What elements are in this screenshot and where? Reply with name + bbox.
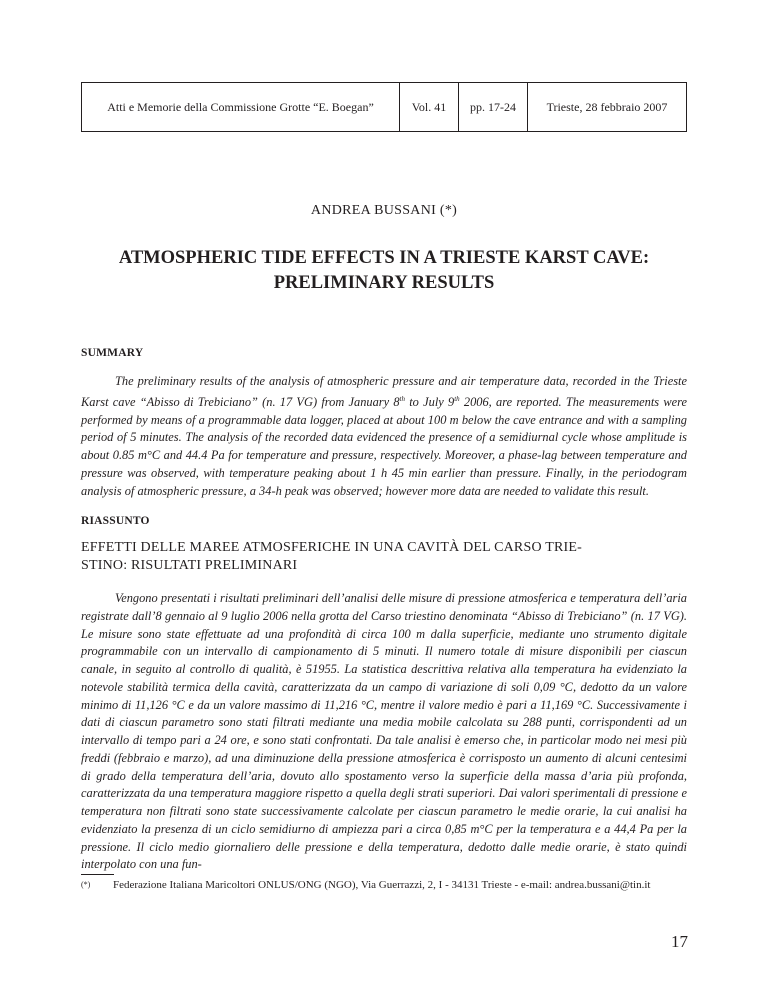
paper-title [0,246,768,296]
paper-title-line-2: PRELIMINARY RESULTS [273,273,495,293]
page-range: pp. 17-24 [459,83,528,132]
page-number: 17 [671,932,688,951]
footnote-affiliation: Federazione Italiana Maricoltori ONLUS/ONG (NGO), Via Guerrazzi, 2, I - 34131 Trieste - e-mail: andrea.bussani@tin.it [113,879,651,891]
author-name: ANDREA BUSSANI (*) [310,203,458,218]
summary-text [81,373,687,500]
footnote-mark: (*) [81,880,91,889]
riassunto-title-line-1: EFFETTI DELLE MAREE ATMOSFERICHE IN UNA CAVITÀ DEL CARSO TRIE- [81,540,582,555]
place-and-date: Trieste, 28 febbraio 2007 [528,83,687,132]
summary-text-part-1: The preliminary results of the analysis of atmospheric pressure and air temperature data, recorded in the Trieste Karst cave “Abisso di Trebiciano” (n. 17 VG) from January 8 [81,374,687,409]
volume-number: Vol. 41 [400,83,459,132]
summary-text-part-2: to July 9 [405,394,455,409]
riassunto-title [81,539,687,575]
footnote-divider [81,874,114,875]
riassunto-heading: RIASSUNTO [81,515,150,527]
summary-superscript-2: th [454,394,460,403]
summary-heading: SUMMARY [81,347,144,359]
paper-title-line-1: ATMOSPHERIC TIDE EFFECTS IN A TRIESTE KARST CAVE: [118,248,650,268]
journal-header-table [81,82,687,132]
journal-name: Atti e Memorie della Commissione Grotte “E. Boegan” [82,83,400,132]
summary-superscript-1: th [399,394,405,403]
riassunto-text: Vengono presentati i risultati preliminari dell’analisi delle misure di pressione atmosferica e temperatura dell’aria registrate dall’8 gennaio al 9 luglio 2006 nella grotta del Carso triestino denominata “Abisso di Trebiciano” (n. 17 VG). Le misure sono state effettuate ad una profondità di circa 100 m dalla superficie, mediante uno strumento digitale programmabile con un intervallo di campionamento di 5 minuti. Il numero totale di misure disponibili per ciascun canale, in seguito al controllo di qualità, è 51955. La statistica descrittiva relativa alla temperatura ha evidenziato la notevole stabilità termica della cavità, caratterizzata da un campo di variazione di soli 0,09 °C, dedotto da un valore minimo di 11,126 °C e da un valore massimo di 11,216 °C, mentre il valore medio è pari a 11,169 °C. Successivamente i dati di ciascun parametro sono stati filtrati mediante una media mobile calcolata su 288 punti, corrispondenti ad un intervallo di tempo pari a 24 ore, e sono stati confrontati. Da tale analisi è emerso che, in particolar modo nei mesi più freddi (febbraio e marzo), ad una diminuzione della pressione atmosferica è corrisposto un aumento di alcuni centesimi di grado della temperatura dell’aria, dovuto allo spostamento verso la superficie della massa d’aria più profonda, caratterizzata da una temperatura maggiore rispetto a quella degli strati superiori. Dai valori sperimentali di pressione e temperatura non filtrati sono state successivamente calcolate per ciascun parametro le medie orarie, la cui analisi ha evidenziato la presenza di un ciclo semidiurno di ampiezza pari a circa 0,85 m°C per la temperatura e a 44,4 Pa per la pressione. Il ciclo medio giornaliero delle pressione e della temperatura, dedotto dalle medie orarie, è stato quindi interpolato con una fun- [81,591,687,872]
riassunto-title-line-2: STINO: RISULTATI PRELIMINARI [81,558,298,573]
summary-text-part-3: 2006, are reported. The measurements were performed by means of a programmable data logger, placed at about 100 m below the cave entrance and with a sampling period of 5 minutes. The analysis of the recorded data evidenced the presence of a semidiurnal cycle whose amplitude is about 0.85 m°C and 44.4 Pa for temperature and pressure, respectively. Moreover, a phase-lag between temperature and pressure was observed, with temperature peaking about 1 h 45 min earlier than pressure. Finally, in the periodogram analysis of atmospheric pressure, a 34-h peak was observed; however more data are needed to validate this result. [81,394,687,498]
